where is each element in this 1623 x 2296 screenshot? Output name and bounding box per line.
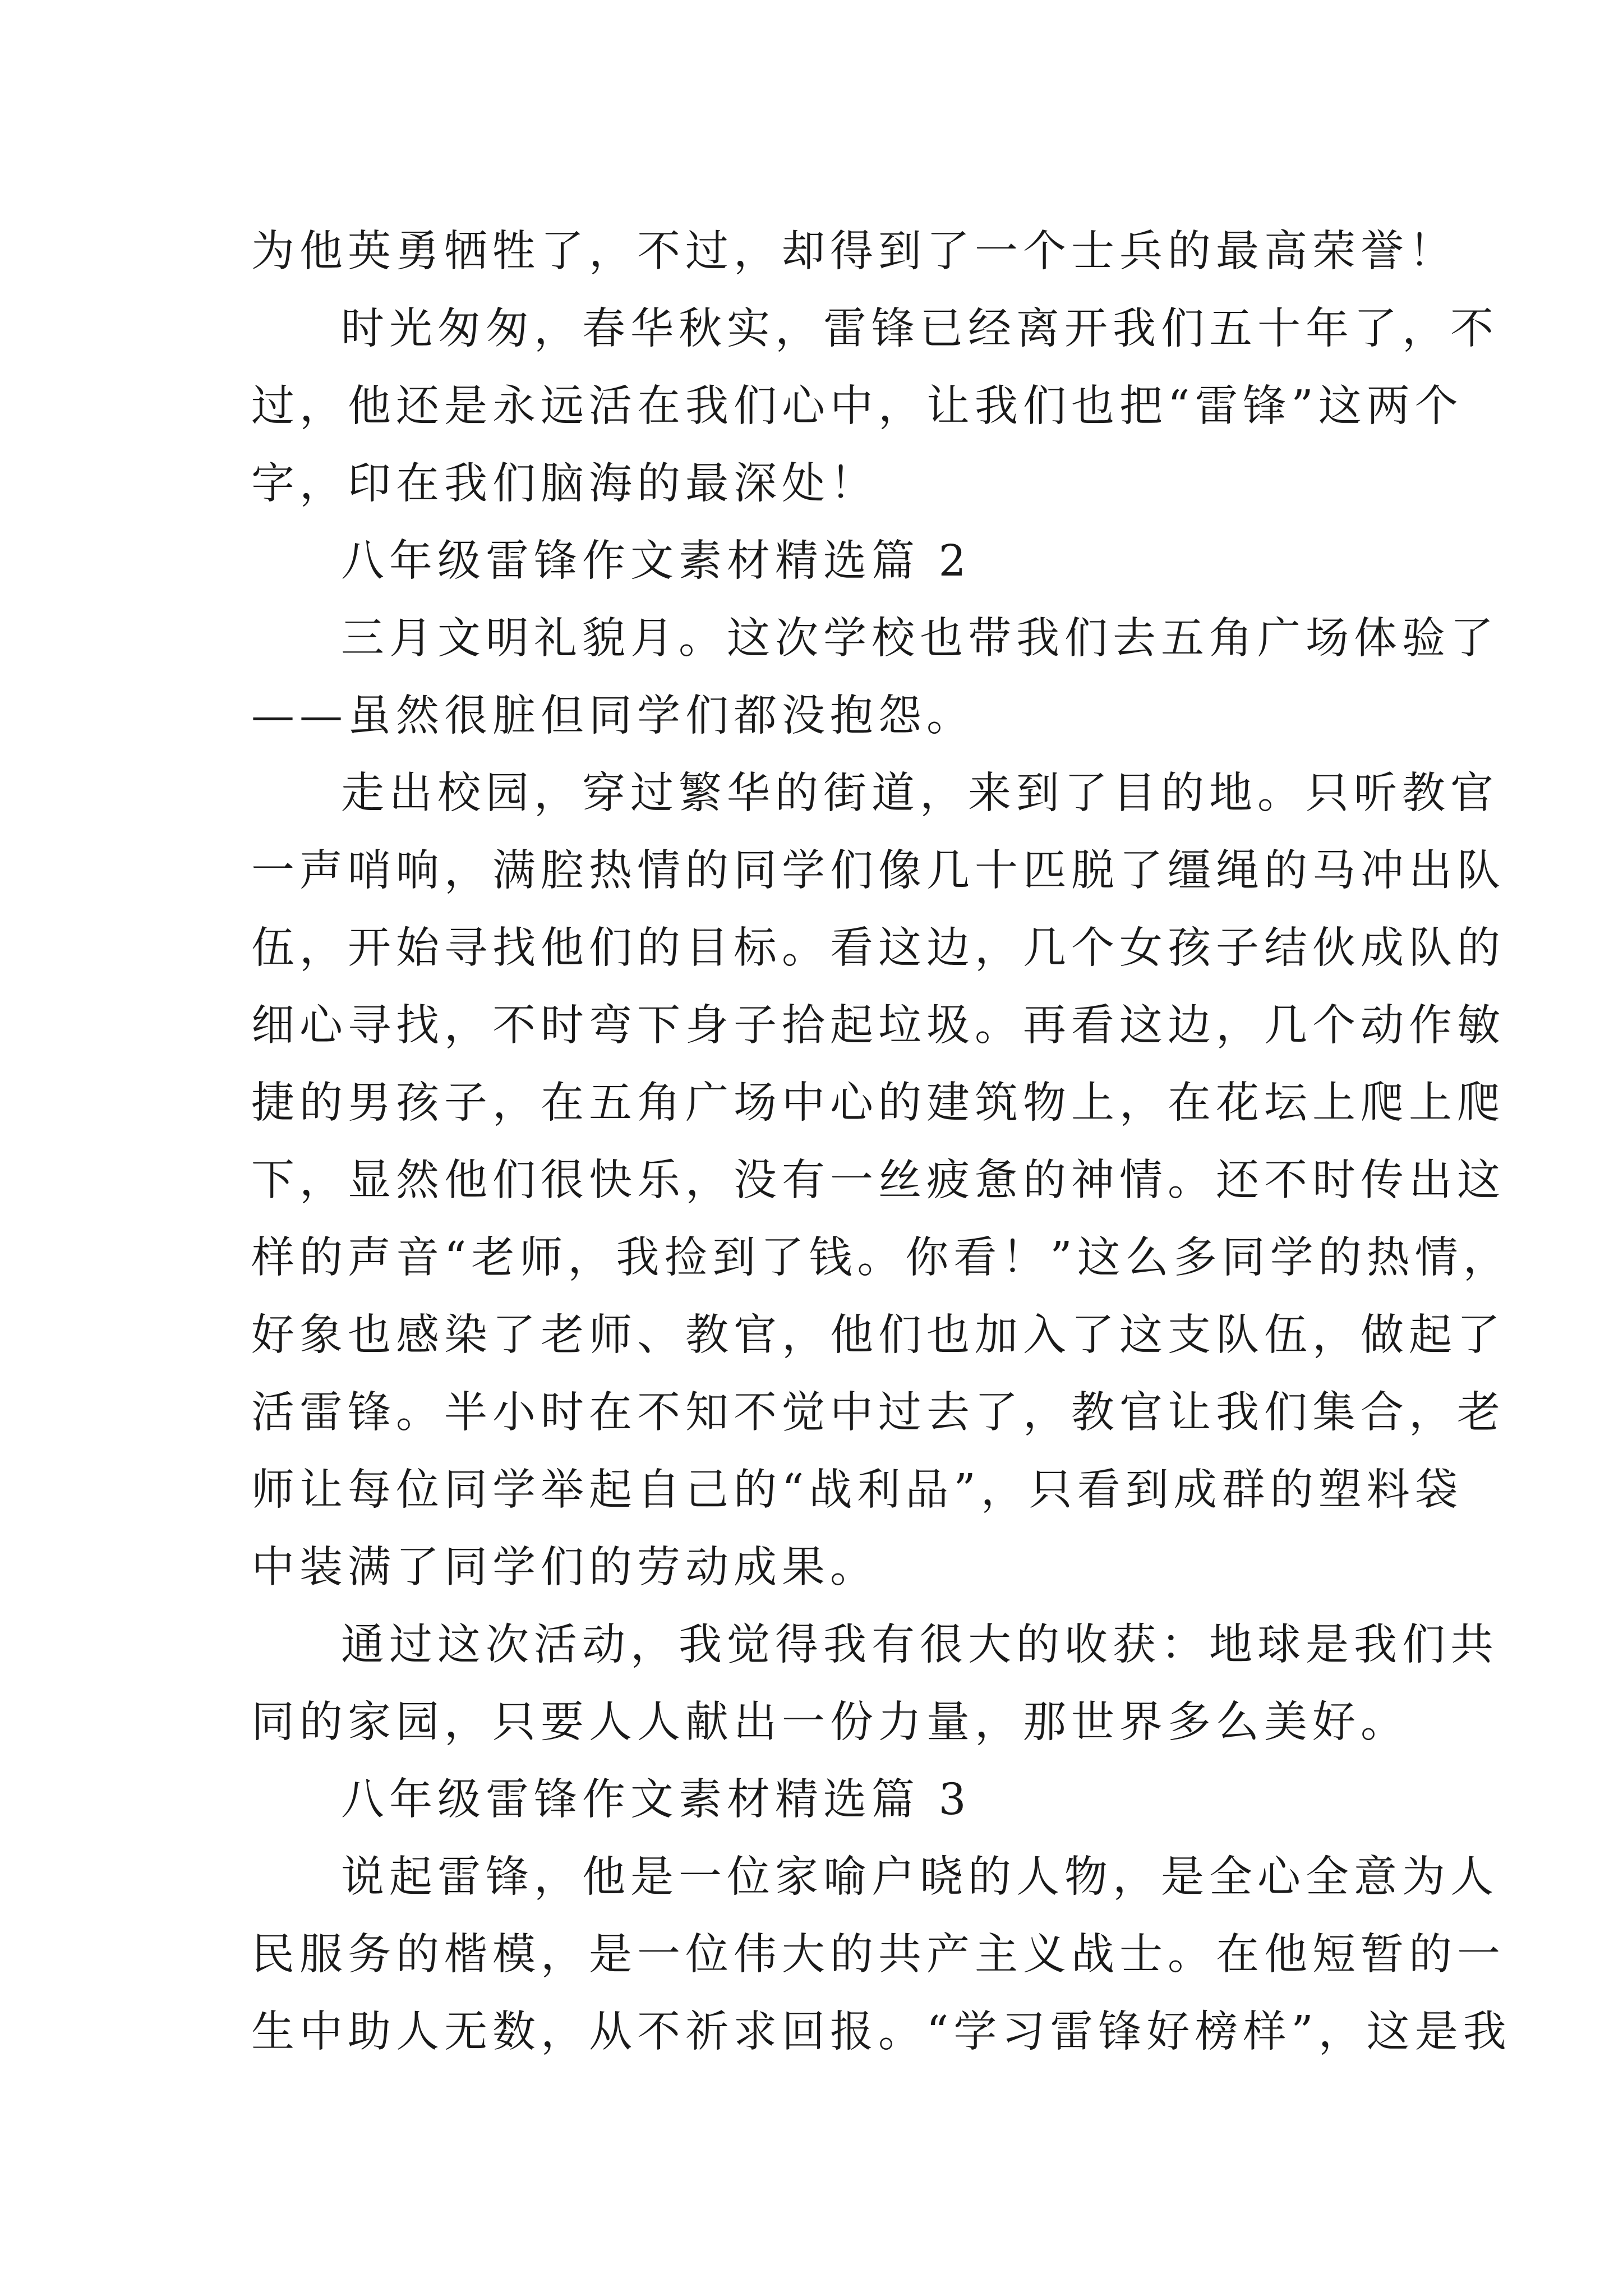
- text-line: 三月文明礼貌月。这次学校也带我们去五角广场体验了: [341, 614, 1498, 664]
- text-line: 通过这次活动，我觉得我有很大的收获：地球是我们共: [341, 1620, 1498, 1670]
- text-line: 细心寻找，不时弯下身子拾起垃圾。再看这边，几个动作敏: [251, 1001, 1505, 1051]
- text-line: 好象也感染了老师、教官，他们也加入了这支队伍，做起了: [251, 1310, 1505, 1360]
- text-line: 同的家园，只要人人献出一份力量，那世界多么美好。: [251, 1697, 1409, 1747]
- section-heading: 八年级雷锋作文素材精选篇 3: [341, 1775, 971, 1825]
- text-line: 伍，开始寻找他们的目标。看这边，几个女孩子结伙成队的: [251, 923, 1505, 973]
- text-line: 一声哨响，满腔热情的同学们像几十匹脱了缰绳的马冲出队: [251, 846, 1505, 896]
- text-line: 活雷锋。半小时在不知不觉中过去了，教官让我们集合，老: [251, 1388, 1505, 1438]
- text-line: 捷的男孩子，在五角广场中心的建筑物上，在花坛上爬上爬: [251, 1078, 1505, 1128]
- section-heading: 八年级雷锋作文素材精选篇 2: [341, 536, 971, 586]
- body-text: [251, 213, 1511, 2071]
- text-line: 说起雷锋，他是一位家喻户晓的人物，是全心全意为人: [341, 1852, 1498, 1902]
- text-line: ——虽然很脏但同学们都没抱怨。: [251, 691, 975, 741]
- text-line: 为他英勇牺牲了，不过，却得到了一个士兵的最高荣誉！: [251, 227, 1457, 277]
- text-line: 样的声音“老师，我捡到了钱。你看！”这么多同学的热情，: [251, 1233, 1511, 1283]
- text-line: 走出校园，穿过繁华的街道，来到了目的地。只听教官: [341, 769, 1498, 818]
- text-line: 中装满了同学们的劳动成果。: [251, 1543, 878, 1593]
- text-line: 下，显然他们很快乐，没有一丝疲惫的神情。还不时传出这: [251, 1156, 1505, 1205]
- text-line: 时光匆匆，春华秋实，雷锋已经离开我们五十年了，不: [341, 304, 1498, 354]
- text-line: 过，他还是永远活在我们心中，让我们也把“雷锋”这两个: [251, 381, 1463, 431]
- text-line: 字，印在我们脑海的最深处！: [251, 459, 878, 509]
- text-line: 师让每位同学举起自己的“战利品”，只看到成群的塑料袋: [251, 1465, 1463, 1515]
- text-line: 生中助人无数，从不祈求回报。“学习雷锋好榜样”，这是我: [251, 2007, 1511, 2057]
- text-line: 民服务的楷模，是一位伟大的共产主义战士。在他短暂的一: [251, 1930, 1505, 1980]
